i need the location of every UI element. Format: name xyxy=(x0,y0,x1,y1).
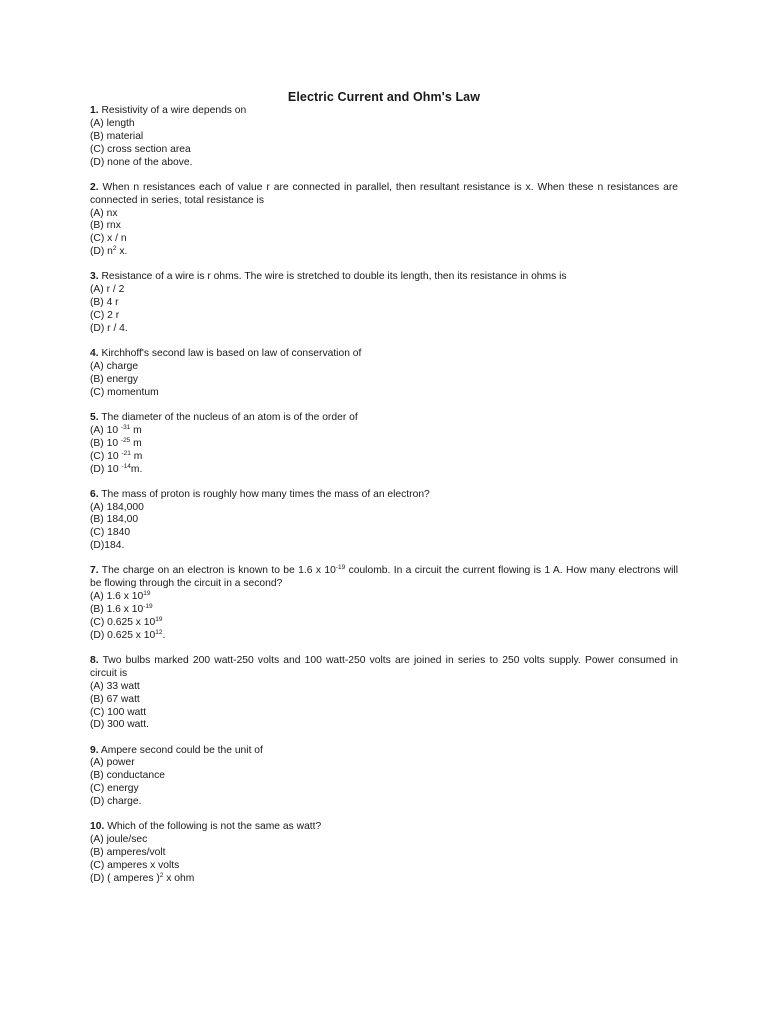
text-segment: (C) energy xyxy=(90,783,139,795)
answer-option xyxy=(90,847,678,860)
answer-option xyxy=(90,783,678,796)
question-text xyxy=(90,745,678,758)
answer-option xyxy=(90,233,678,246)
question-text xyxy=(90,412,678,425)
text-segment: (C) x / n xyxy=(90,233,127,245)
text-segment: (C) 100 watt xyxy=(90,706,147,718)
superscript: 2 xyxy=(159,871,164,879)
answer-option xyxy=(90,208,678,221)
text-segment: m xyxy=(130,424,142,436)
question-item xyxy=(90,821,678,886)
superscript: -19 xyxy=(143,603,153,611)
text-segment: Resistance of a wire is r ohms. The wire is stretched to double its length, then its resistance in ohms is xyxy=(98,271,567,283)
question-item xyxy=(90,271,678,336)
answer-option xyxy=(90,361,678,374)
answer-option xyxy=(90,796,678,809)
superscript: -14 xyxy=(121,462,131,470)
question-number: 2. xyxy=(90,181,99,193)
answer-option xyxy=(90,387,678,400)
question-text xyxy=(90,271,678,284)
superscript: 19 xyxy=(143,590,151,598)
answer-option xyxy=(90,118,678,131)
question-list xyxy=(90,105,678,898)
question-text xyxy=(90,348,678,361)
text-segment: (A) r / 2 xyxy=(90,284,125,296)
text-segment: x. xyxy=(116,246,128,258)
text-segment: The mass of proton is roughly how many times the mass of an electron? xyxy=(98,488,430,500)
text-segment: (B) 184,00 xyxy=(90,514,139,526)
answer-option xyxy=(90,617,678,630)
text-segment: The diameter of the nucleus of an atom is of the order of xyxy=(98,411,358,423)
text-segment: (C) amperes x volts xyxy=(90,860,180,871)
superscript: -25 xyxy=(120,436,131,444)
text-segment: coulomb. In a circuit the current flowing is 1 A. How many electrons will be flowing through the circuit in a second? xyxy=(90,565,678,590)
answer-option xyxy=(90,630,678,643)
text-segment: (C) 10 xyxy=(90,450,122,462)
superscript: 2 xyxy=(112,245,117,253)
text-segment: (B) 67 watt xyxy=(90,693,140,705)
text-segment: (C) 2 r xyxy=(90,310,120,322)
text-segment: Resistivity of a wire depends on xyxy=(98,105,247,116)
text-segment: (A) power xyxy=(90,757,135,769)
question-item xyxy=(90,348,678,400)
answer-option xyxy=(90,514,678,527)
text-segment: (D) none of the above. xyxy=(90,156,193,168)
question-number: 10. xyxy=(90,821,105,833)
text-segment: (A) 10 xyxy=(90,424,121,436)
answer-option xyxy=(90,246,678,259)
text-segment: (A) nx xyxy=(90,207,118,219)
text-segment: m. xyxy=(130,463,143,475)
text-segment: (D) charge. xyxy=(90,796,142,808)
text-segment: m xyxy=(130,437,142,449)
question-text xyxy=(90,105,678,118)
answer-option xyxy=(90,425,678,438)
answer-option xyxy=(90,527,678,540)
answer-option xyxy=(90,719,678,732)
answer-option xyxy=(90,438,678,451)
answer-option xyxy=(90,694,678,707)
text-segment: (B) energy xyxy=(90,373,139,385)
text-segment: (A) 184,000 xyxy=(90,501,144,513)
text-segment: (A) charge xyxy=(90,360,139,372)
text-segment: The charge on an electron is known to be 1.6 x 10 xyxy=(98,565,336,577)
text-segment: (C) momentum xyxy=(90,386,159,398)
superscript: -31 xyxy=(120,423,131,431)
text-segment: (A) joule/sec xyxy=(90,834,148,846)
question-text xyxy=(90,489,678,502)
text-segment: (D) 0.625 x 10 xyxy=(90,629,156,641)
question-number: 9. xyxy=(90,744,99,756)
answer-option xyxy=(90,374,678,387)
question-item xyxy=(90,182,678,259)
document-page xyxy=(90,0,678,1024)
answer-option xyxy=(90,157,678,170)
question-item xyxy=(90,565,678,642)
text-segment: Two bulbs marked 200 watt-250 volts and 100 watt-250 volts are joined in series to 250 volts supply. Power consumed in circuit is xyxy=(90,654,678,679)
text-segment: (B) conductance xyxy=(90,770,165,782)
answer-option xyxy=(90,220,678,233)
question-number: 3. xyxy=(90,271,99,283)
question-number: 8. xyxy=(90,654,99,666)
question-number: 7. xyxy=(90,565,99,577)
text-segment: (A) 33 watt xyxy=(90,680,140,692)
answer-option xyxy=(90,591,678,604)
answer-option xyxy=(90,323,678,336)
question-text xyxy=(90,655,678,681)
text-segment: x ohm xyxy=(163,872,195,884)
answer-option xyxy=(90,770,678,783)
question-number: 5. xyxy=(90,411,99,423)
answer-option xyxy=(90,757,678,770)
question-item xyxy=(90,105,678,170)
text-segment: m xyxy=(130,450,143,462)
page-title: Electric Current and Ohm's Law xyxy=(287,90,481,104)
text-segment: When n resistances each of value r are connected in parallel, then resultant resistance is x. When these n resistances are connected in series, total resistance is xyxy=(90,181,678,206)
text-segment: (C) 0.625 x 10 xyxy=(90,616,156,628)
answer-option xyxy=(90,681,678,694)
text-segment: (D)184. xyxy=(90,540,125,552)
text-segment: (B) material xyxy=(90,130,144,142)
text-segment: (B) 1.6 x 10 xyxy=(90,604,144,616)
answer-option xyxy=(90,297,678,310)
question-item xyxy=(90,489,678,554)
text-segment: (D) r / 4. xyxy=(90,322,128,334)
text-segment: (C) 1840 xyxy=(90,527,131,539)
superscript: 19 xyxy=(155,615,163,623)
answer-option xyxy=(90,834,678,847)
answer-option xyxy=(90,144,678,157)
text-segment: Which of the following is not the same as watt? xyxy=(104,821,322,833)
question-item xyxy=(90,412,678,477)
question-number: 4. xyxy=(90,348,99,360)
answer-option xyxy=(90,502,678,515)
answer-option xyxy=(90,604,678,617)
text-segment: (D) n xyxy=(90,246,113,258)
answer-option xyxy=(90,131,678,144)
question-text xyxy=(90,565,678,591)
question-text xyxy=(90,821,678,834)
question-text xyxy=(90,182,678,208)
answer-option xyxy=(90,451,678,464)
text-segment: . xyxy=(162,629,166,641)
answer-option xyxy=(90,284,678,297)
answer-option xyxy=(90,707,678,720)
superscript: 12 xyxy=(155,628,163,636)
answer-option xyxy=(90,464,678,477)
answer-option xyxy=(90,860,678,873)
question-number: 1. xyxy=(90,105,99,116)
text-segment: (B) 4 r xyxy=(90,297,119,309)
answer-option xyxy=(90,540,678,553)
text-segment: (B) 10 xyxy=(90,437,121,449)
question-item xyxy=(90,655,678,732)
text-segment: (C) cross section area xyxy=(90,143,191,155)
text-segment: (A) length xyxy=(90,117,135,129)
text-segment: (B) amperes/volt xyxy=(90,847,166,859)
superscript: -19 xyxy=(335,564,346,572)
text-segment: (D) 300 watt. xyxy=(90,719,149,731)
answer-option xyxy=(90,310,678,323)
question-item xyxy=(90,745,678,810)
text-segment: (A) 1.6 x 10 xyxy=(90,591,144,603)
text-segment: (B) rnx xyxy=(90,220,121,232)
text-segment: Kirchhoff's second law is based on law of conservation of xyxy=(98,348,362,360)
superscript: -21 xyxy=(121,449,131,457)
question-number: 6. xyxy=(90,488,99,500)
text-segment: (D) ( amperes ) xyxy=(90,872,160,884)
text-segment: (D) 10 xyxy=(90,463,122,475)
answer-option xyxy=(90,873,678,886)
text-segment: Ampere second could be the unit of xyxy=(98,744,263,756)
